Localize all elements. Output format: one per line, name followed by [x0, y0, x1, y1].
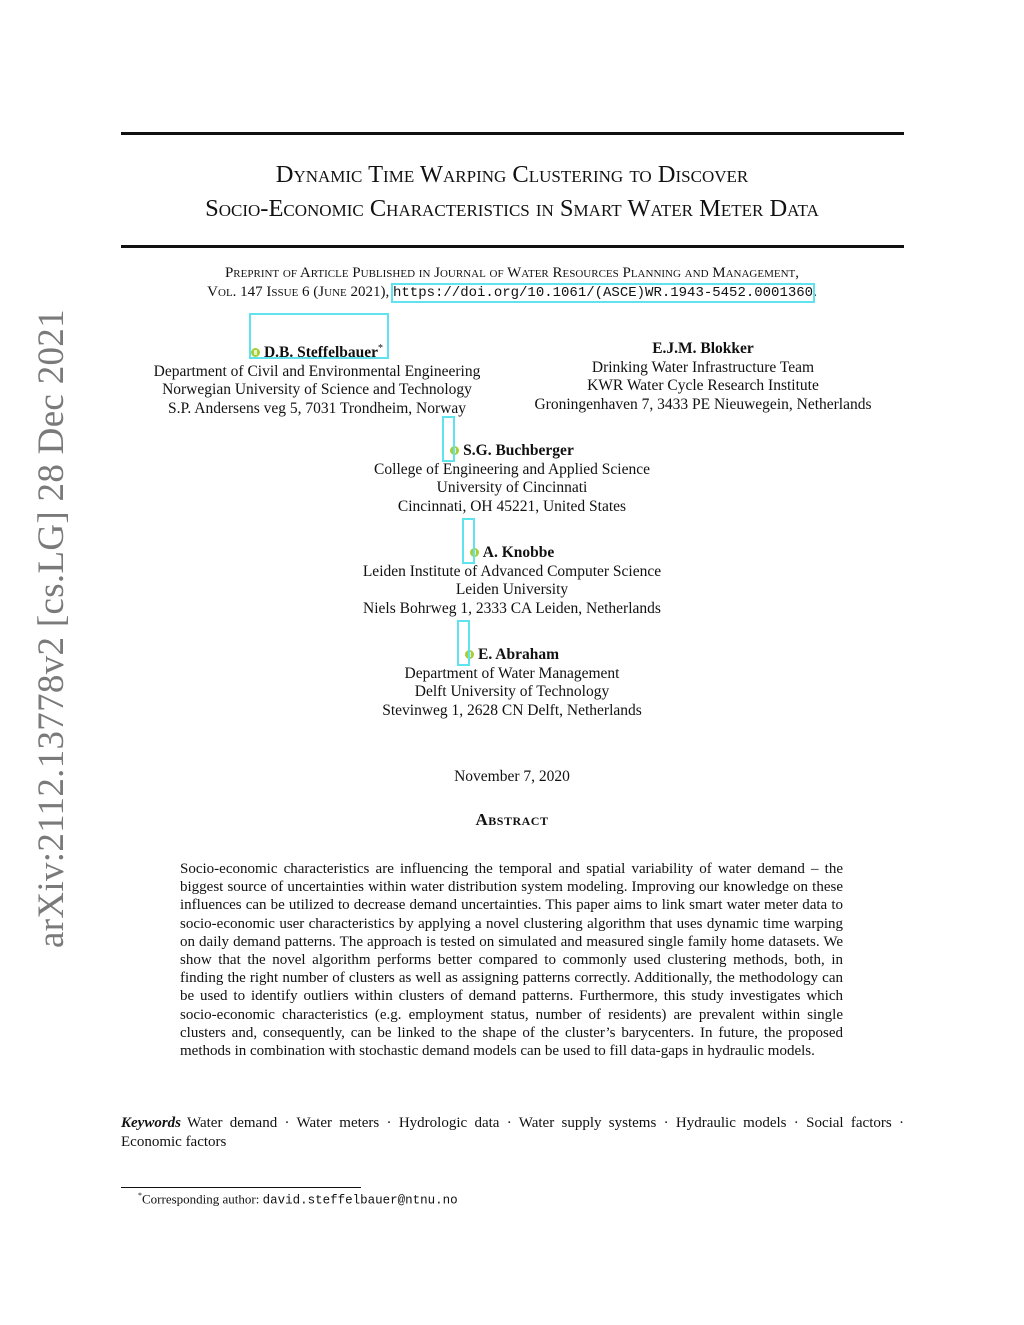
author-affiliation: Delft University of Technology	[414, 683, 610, 700]
author-name: A. Knobbe	[482, 544, 555, 561]
preprint-period: .	[813, 284, 817, 300]
preprint-notice	[100, 264, 924, 303]
author-block-knobbe	[312, 544, 712, 618]
author-address: Groningenhaven 7, 3433 PE Nieuwegein, Netherlands	[534, 395, 872, 413]
preprint-line-2	[100, 283, 924, 303]
author-block-abraham	[312, 646, 712, 720]
author-address: S.P. Andersens veg 5, 7031 Trondheim, Norway	[168, 399, 466, 417]
author-name: S.G. Buchberger	[463, 442, 574, 459]
author-block-buchberger	[312, 442, 712, 516]
author-affiliation: Leiden University	[455, 581, 569, 598]
author-address: Niels Bohrweg 1, 2333 CA Leiden, Netherlands	[363, 599, 661, 617]
footnote-mark[interactable]: *	[378, 343, 384, 354]
paper-title	[100, 158, 924, 226]
author-affiliation: Department of Water Management	[404, 664, 620, 682]
email-link[interactable]: david.steffelbauer@ntnu.no	[262, 1193, 458, 1208]
author-affiliation: College of Engineering and Applied Science	[374, 460, 650, 478]
orcid-link-box[interactable]	[249, 313, 389, 362]
orcid-link-box[interactable]	[457, 620, 470, 666]
author-address: Stevinweg 1, 2628 CN Delft, Netherlands	[382, 701, 642, 719]
abstract-text: Socio-economic characteristics are influencing the temporal and spatial variability of water demand – the biggest source of uncertainties within water distribution system modeling. Improving our knowledge on these influences can be utilized to decrease demand uncertainties. This paper aims to link smart water meter data to socio-economic user characteristics by applying a novel clustering algorithm that uses dynamic time warping on daily demand patterns. The approach is tested on simulated and measured single family home datasets. We show that the novel algorithm performs better compared to commonly used clustering methods, both, in finding the right number of clusters as well as assigning patterns correctly. Additionally, the methodology can be used to identify outliers within clusters of demand patterns. Furthermore, this study investigates which socio-economic characteristics (e.g. employment status, number of residents) are prevalent within single clusters and, consequently, can be linked to the shape of the cluster’s barycenters. In future, the proposed methods in combination with stochastic demand models can be used to fill data-gaps in hydraulic models.	[180, 861, 843, 1060]
footnote-mark: *	[138, 1191, 142, 1200]
doi-link[interactable]: https://doi.org/10.1061/(ASCE)WR.1943-5452.0001360	[393, 285, 814, 301]
footnote	[138, 1191, 458, 1207]
title-line-1: Dynamic Time Warping Clustering to Discover	[275, 161, 749, 188]
keywords	[121, 1114, 904, 1151]
author-affiliation: Drinking Water Infrastructure Team	[591, 358, 815, 376]
orcid-link-box[interactable]	[442, 416, 455, 462]
author-name: D.B. Steffelbauer	[263, 344, 379, 362]
author-name-row	[312, 646, 712, 665]
title-rule-top	[121, 132, 904, 135]
author-affiliation: Norwegian University of Science and Technology	[162, 381, 472, 399]
author-affiliation: KWR Water Cycle Research Institute	[587, 377, 819, 394]
author-block-blokker	[520, 340, 886, 414]
publication-date: November 7, 2020	[454, 768, 570, 785]
preprint-line-1: Preprint of Article Published in Journal of Water Resources Planning and Management,	[224, 265, 800, 281]
author-name: E. Abraham	[478, 646, 559, 663]
keywords-label: Keywords	[121, 1115, 181, 1131]
footnote-label: Corresponding author:	[142, 1191, 260, 1207]
author-name-row	[520, 340, 886, 359]
author-affiliation: Department of Civil and Environmental Engineering	[153, 362, 481, 380]
orcid-link-box[interactable]	[462, 518, 475, 564]
author-name-row	[312, 442, 712, 461]
arxiv-identifier: arXiv:2112.13778v2 [cs.LG] 28 Dec 2021	[31, 309, 72, 948]
author-name-row	[312, 544, 712, 563]
author-affiliation: Leiden Institute of Advanced Computer Science	[362, 562, 662, 580]
author-name: E.J.M. Blokker	[652, 340, 754, 357]
footnote-rule	[121, 1187, 361, 1188]
keywords-list: Water demand · Water meters · Hydrologic data · Water supply systems · Hydraulic models · Social factors · Economic factors	[121, 1115, 904, 1150]
author-affiliation: University of Cincinnati	[436, 479, 588, 496]
title-rule-bottom	[121, 245, 904, 248]
title-line-2: Socio-Economic Characteristics in Smart Water Meter Data	[205, 195, 819, 222]
author-address: Cincinnati, OH 45221, United States	[397, 497, 627, 515]
abstract-heading: Abstract	[475, 810, 549, 829]
preprint-volume: Vol. 147 Issue 6 (June 2021),	[207, 284, 390, 300]
